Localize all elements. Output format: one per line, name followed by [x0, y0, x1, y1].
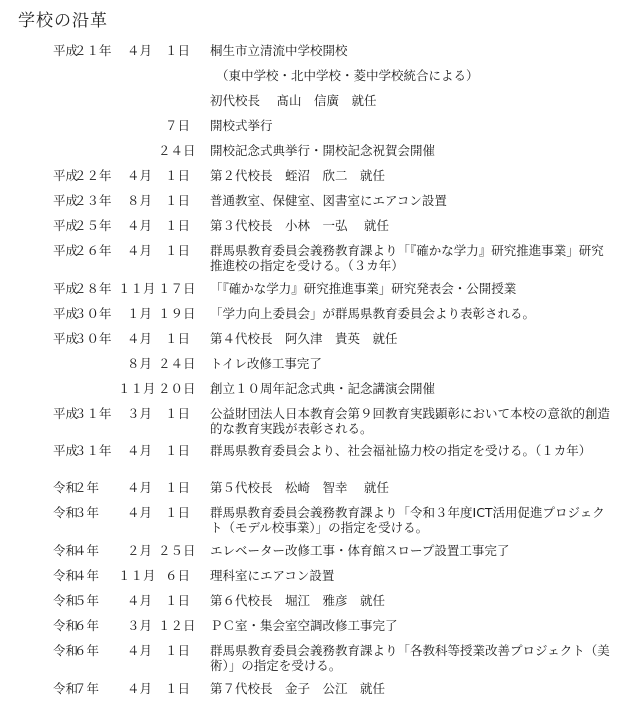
history-day: １９日 [158, 306, 196, 321]
history-era: 令和 [52, 643, 78, 658]
page-title: 学校の沿革 [18, 11, 108, 31]
history-day: ２４日 [158, 356, 196, 371]
history-event: 第５代校長 松崎 智幸 就任 [210, 480, 389, 495]
history-day: １日 [164, 505, 190, 520]
history-era: 令和 [52, 505, 78, 520]
history-event: ＰＣ室・集会室空調改修工事完了 [210, 618, 398, 633]
history-month: １１月 [118, 381, 156, 396]
history-era: 平成 [52, 406, 78, 421]
history-era: 令和 [52, 543, 78, 558]
history-month: ２月 [126, 543, 152, 558]
history-event: トイレ改修工事完了 [210, 356, 322, 371]
history-era: 平成 [52, 443, 78, 458]
history-event: 開校式挙行 [210, 118, 273, 133]
history-event: 群馬県教育委員会義務教育課より「各教科等授業改善プロジェクト（美術）」の指定を受ける。 [210, 643, 610, 673]
history-year: ４年 [74, 568, 100, 583]
history-day: ７日 [164, 118, 190, 133]
history-year: ２３年 [74, 193, 112, 208]
history-event: 創立１０周年記念式典・記念講演会開催 [210, 381, 436, 396]
history-event: 初代校長 髙山 信廣 就任 [210, 93, 377, 108]
history-month: ４月 [126, 480, 152, 495]
history-month: １月 [126, 306, 152, 321]
history-day: ２０日 [158, 381, 196, 396]
history-era: 平成 [52, 193, 78, 208]
history-year: ２５年 [74, 218, 112, 233]
history-month: ４月 [126, 43, 152, 58]
history-day: １日 [164, 593, 190, 608]
history-event: 第３代校長 小林 一弘 就任 [210, 218, 389, 233]
history-year: ４年 [74, 543, 100, 558]
history-month: ４月 [126, 505, 152, 520]
history-month: ４月 [126, 443, 152, 458]
history-event: エレベーター改修工事・体育館スロープ設置工事完了 [210, 543, 510, 558]
history-day: １日 [164, 443, 190, 458]
history-year: ３０年 [74, 331, 112, 346]
history-year: ７年 [74, 681, 100, 696]
history-era: 平成 [52, 306, 78, 321]
history-month: ４月 [126, 643, 152, 658]
history-day: １日 [164, 480, 190, 495]
history-era: 令和 [52, 568, 78, 583]
history-era: 平成 [52, 43, 78, 58]
history-day: １日 [164, 681, 190, 696]
history-day: １７日 [158, 281, 196, 296]
history-year: ５年 [74, 593, 100, 608]
history-event: 群馬県教育委員会義務教育課より「『確かな学力』研究推進事業」研究推進校の指定を受ける。（３カ年） [210, 243, 604, 273]
history-era: 令和 [52, 480, 78, 495]
history-event: 公益財団法人日本教育会第９回教育実践顕彰において本校の意欲的創造的な教育実践が表彰される。 [210, 406, 611, 436]
history-event: 群馬県教育委員会より、社会福祉協力校の指定を受ける。（１カ年） [210, 443, 592, 458]
history-era: 令和 [52, 618, 78, 633]
history-day: １日 [164, 218, 190, 233]
history-era: 平成 [52, 168, 78, 183]
history-month: １１月 [118, 281, 156, 296]
history-day: ２４日 [158, 143, 196, 158]
history-month: ４月 [126, 168, 152, 183]
history-era: 平成 [52, 281, 78, 296]
history-month: ４月 [126, 218, 152, 233]
history-event: 桐生市立清流中学校開校 [210, 43, 348, 58]
history-event: 理科室にエアコン設置 [210, 568, 335, 583]
history-event: 第４代校長 阿久津 貴英 就任 [210, 331, 398, 346]
history-era: 平成 [52, 218, 78, 233]
history-year: ２８年 [74, 281, 112, 296]
history-era: 平成 [52, 243, 78, 258]
history-event: 群馬県教育委員会義務教育課より「令和３年度ICT活用促進プロジェクト（モデル校事業）」の指定を受ける。 [210, 505, 605, 535]
history-day: １日 [164, 43, 190, 58]
history-month: ８月 [126, 356, 152, 371]
history-day: １日 [164, 331, 190, 346]
history-era: 平成 [52, 331, 78, 346]
history-day: ２５日 [158, 543, 196, 558]
history-year: ３１年 [74, 406, 112, 421]
history-day: １日 [164, 243, 190, 258]
history-event: 「『確かな学力』研究推進事業」研究発表会・公開授業 [210, 281, 517, 296]
history-month: １１月 [118, 568, 156, 583]
history-event: 第６代校長 堀江 雅彦 就任 [210, 593, 386, 608]
history-month: ８月 [126, 193, 152, 208]
history-year: ３１年 [74, 443, 112, 458]
history-month: ３月 [126, 406, 152, 421]
history-year: ６年 [74, 643, 100, 658]
history-day: １２日 [158, 618, 196, 633]
history-year: ６年 [74, 618, 100, 633]
history-year: ３０年 [74, 306, 112, 321]
history-day: １日 [164, 168, 190, 183]
history-event: （東中学校・北中学校・菱中学校統合による） [216, 68, 479, 83]
history-month: ４月 [126, 331, 152, 346]
history-era: 令和 [52, 593, 78, 608]
history-year: ２６年 [74, 243, 112, 258]
history-event: 普通教室、保健室、図書室にエアコン設置 [210, 193, 447, 208]
history-year: ２年 [74, 480, 100, 495]
history-era: 令和 [52, 681, 78, 696]
history-event: 第７代校長 金子 公江 就任 [210, 681, 386, 696]
history-year: ２２年 [74, 168, 112, 183]
history-month: ４月 [126, 243, 152, 258]
history-day: １日 [164, 193, 190, 208]
history-day: １日 [164, 406, 190, 421]
history-day: １日 [164, 643, 190, 658]
history-day: ６日 [164, 568, 190, 583]
history-year: ２１年 [74, 43, 112, 58]
history-event: 「学力向上委員会」が群馬県教育委員会より表彰される。 [210, 306, 536, 321]
history-month: ３月 [126, 618, 152, 633]
history-year: ３年 [74, 505, 100, 520]
history-month: ４月 [126, 681, 152, 696]
history-month: ４月 [126, 593, 152, 608]
history-event: 第２代校長 蛭沼 欣二 就任 [210, 168, 386, 183]
history-event: 開校記念式典挙行・開校記念祝賀会開催 [210, 143, 436, 158]
